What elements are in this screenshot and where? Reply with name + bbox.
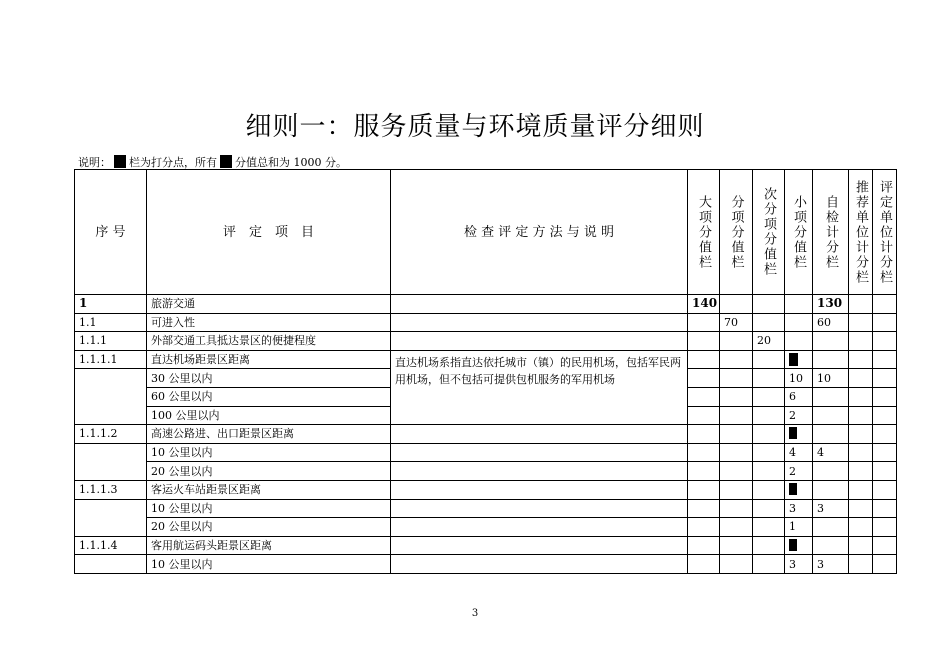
row-item: 10 公里以内: [147, 555, 391, 574]
row-self-score: 4: [813, 443, 849, 462]
table-row: [75, 518, 897, 537]
row-small-score: 3: [785, 499, 813, 518]
row-item: 100 公里以内: [147, 406, 391, 425]
row-small-score: 4: [785, 443, 813, 462]
note-prefix: 说明：: [78, 156, 111, 169]
row-item: 20 公里以内: [147, 462, 391, 481]
row-small-score: 10: [785, 369, 813, 388]
table-row: [75, 295, 897, 314]
row-item: 客运火车站距景区距离: [147, 480, 391, 499]
score-point-marker-icon: [789, 539, 797, 551]
row-self-score: 3: [813, 555, 849, 574]
score-marker-icon: [220, 155, 232, 168]
row-minor-score: 20: [753, 332, 785, 351]
header-sub-score: 分项分值栏: [720, 170, 753, 295]
table-row: [75, 425, 897, 444]
row-item: 10 公里以内: [147, 443, 391, 462]
row-item: 60 公里以内: [147, 387, 391, 406]
header-recommend-score: 推荐单位计分栏: [849, 170, 873, 295]
table-row: [75, 332, 897, 351]
note-part2: 分值总和为 1000 分。: [235, 156, 347, 169]
row-small-score: 1: [785, 518, 813, 537]
row-seq: 1.1.1: [75, 332, 147, 351]
note-part1: 栏为打分点，所有: [129, 156, 217, 169]
table-row: [75, 536, 897, 555]
table-row: [75, 443, 897, 462]
row-seq: 1.1.1.3: [75, 480, 147, 499]
row-self-score: 130: [813, 295, 849, 314]
header-small-score: 小项分值栏: [785, 170, 813, 295]
row-big-score: 140: [688, 295, 720, 314]
row-seq: 1.1.1.4: [75, 536, 147, 555]
header-assess-score: 评定单位计分栏: [873, 170, 897, 295]
header-big-score: 大项分值栏: [688, 170, 720, 295]
score-marker-icon: [114, 155, 126, 168]
header-method: 检 查 评 定 方 法 与 说 明: [391, 170, 688, 295]
row-item: 外部交通工具抵达景区的便捷程度: [147, 332, 391, 351]
row-small-score: 6: [785, 387, 813, 406]
row-seq: 1.1: [75, 313, 147, 332]
table-row: [75, 313, 897, 332]
scoring-table: [74, 169, 897, 574]
page-number: 3: [471, 608, 479, 619]
table-header-row: [75, 170, 897, 295]
table-row: [75, 462, 897, 481]
instruction-note: [78, 154, 347, 170]
row-item: 高速公路进、出口距景区距离: [147, 425, 391, 444]
row-item: 20 公里以内: [147, 518, 391, 537]
table-row: [75, 499, 897, 518]
row-self-score: 3: [813, 499, 849, 518]
row-small-score: 2: [785, 406, 813, 425]
row-seq: 1.1.1.1: [75, 350, 147, 369]
row-item: 10 公里以内: [147, 499, 391, 518]
table-row: [75, 555, 897, 574]
row-item: 旅游交通: [147, 295, 391, 314]
row-seq: 1: [75, 295, 147, 314]
row-self-score: 60: [813, 313, 849, 332]
row-seq: 1.1.1.2: [75, 425, 147, 444]
header-item: 评 定 项 目: [147, 170, 391, 295]
score-point-marker-icon: [789, 353, 798, 366]
score-point-marker-icon: [789, 483, 797, 495]
row-self-score: 10: [813, 369, 849, 388]
row-small-score: 3: [785, 555, 813, 574]
table-row: [75, 350, 897, 369]
row-item: 30 公里以内: [147, 369, 391, 388]
row-method: 直达机场系指直达依托城市（镇）的民用机场，包括军民两用机场，但不包括可提供包机服务的军用机场: [391, 350, 688, 424]
row-item: 可进入性: [147, 313, 391, 332]
header-minor-score: 次分项分值栏: [753, 170, 785, 295]
page-title: 细则一：服务质量与环境质量评分细则: [245, 112, 705, 142]
row-item: 直达机场距景区距离: [147, 350, 391, 369]
table-row: [75, 480, 897, 499]
row-sub-score: 70: [720, 313, 753, 332]
score-point-marker-icon: [789, 427, 797, 439]
row-item: 客用航运码头距景区距离: [147, 536, 391, 555]
row-small-score: 2: [785, 462, 813, 481]
header-self-score: 自检计分栏: [813, 170, 849, 295]
header-seq: 序 号: [75, 170, 147, 295]
